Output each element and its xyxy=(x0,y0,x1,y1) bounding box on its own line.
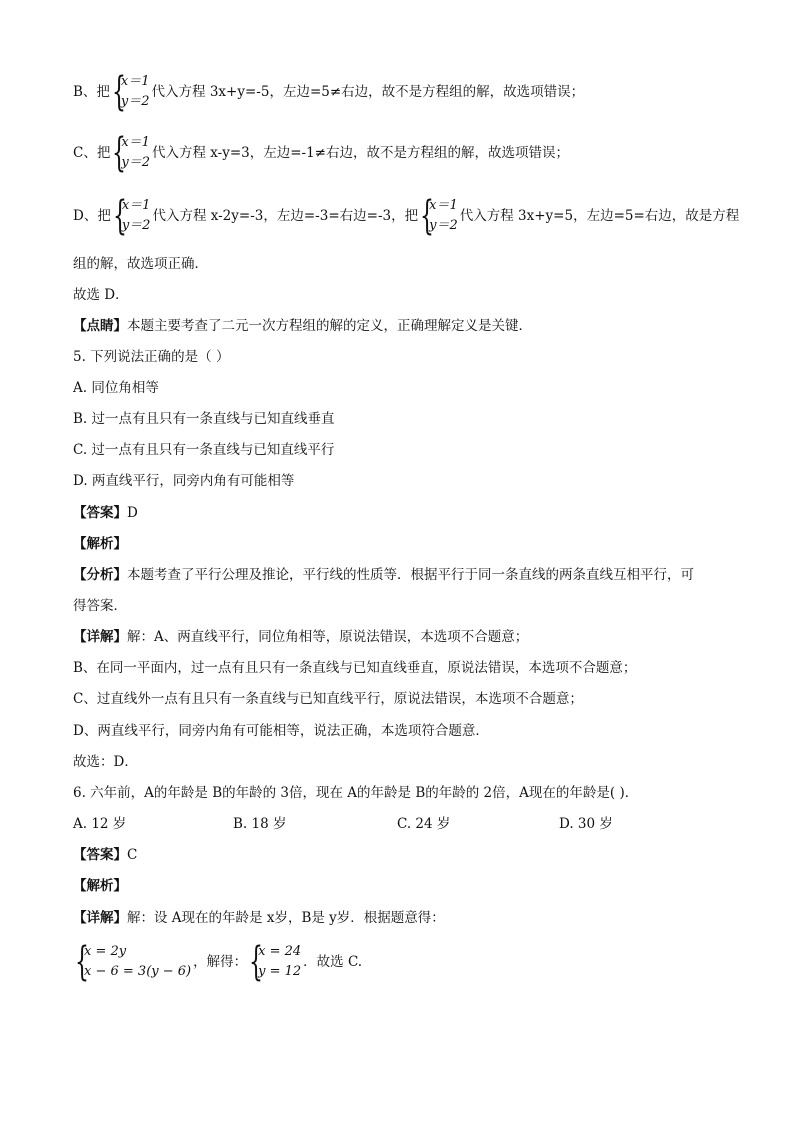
q5-option-a: A. 同位角相等 xyxy=(73,380,159,396)
option-b-prefix: B、把 xyxy=(73,84,110,100)
q5-detail-c: C、过直线外一点有且只有一条直线与已知直线平行，原说法错误，本选项不合题意； xyxy=(73,691,583,707)
equation-system: { x = 2y x − 6 = 3(y − 6) xyxy=(75,939,192,985)
q6-option-a: A. 12 岁 xyxy=(73,816,127,832)
q6-analysis-tag: 【解析】 xyxy=(73,878,127,894)
q6-options xyxy=(73,814,754,834)
q5-option-c: C. 过一点有且只有一条直线与已知直线平行 xyxy=(73,442,335,458)
equation-system: { x＝1 y＝2 xyxy=(112,130,150,176)
option-c-check: C、把 { x＝1 y＝2 代入方程 x-y=3，左边=-1≠右边，故不是方程组的解，故选项错误； xyxy=(73,130,569,176)
option-b-text: 代入方程 3x+y=-5，左边=5≠右边，故不是方程组的解，故选项错误； xyxy=(151,84,585,100)
q5-stem: 5. 下列说法正确的是（ ） xyxy=(73,349,230,365)
q6-answer: 【答案】C xyxy=(73,847,138,863)
solution-system: { x = 24 y = 12 xyxy=(249,939,302,985)
q5-analysis-tag: 【解析】 xyxy=(73,536,127,552)
q6-option-c: C. 24 岁 xyxy=(397,816,451,832)
q5-fenxi-continued: 得答案． xyxy=(73,598,127,614)
option-d-continued: 组的解，故选项正确． xyxy=(73,256,208,272)
q5-choose: 故选：D． xyxy=(73,754,138,770)
q6-solution: { x = 2y x − 6 = 3(y − 6) ，解得： { x = 24 y = 12 ．故选 C. xyxy=(75,939,363,985)
q4-comment: 【点睛】本题主要考查了二元一次方程组的解的定义，正确理解定义是关键． xyxy=(73,318,532,334)
q5-fenxi: 【分析】本题考查了平行公理及推论，平行线的性质等．根据平行于同一条直线的两条直线互相平行，可 xyxy=(73,567,694,583)
q5-detail-d: D、两直线平行，同旁内角有可能相等，说法正确，本选项符合题意． xyxy=(73,723,489,739)
q6-option-b: B. 18 岁 xyxy=(233,816,287,832)
q6-stem: 6. 六年前，A的年龄是 B的年龄的 3倍，现在 A的年龄是 B的年龄的 2倍，A现在的年龄是( )． xyxy=(73,785,639,801)
option-d-check: D、把 { x＝1 y＝2 代入方程 x-2y=-3，左边=-3=右边=-3，把 { x＝1 y＝2 代入方程 3x+y=5，左边=5=右边，故是方程 xyxy=(73,193,740,239)
option-b-check xyxy=(73,69,754,115)
equation-system: { x＝1 y＝2 xyxy=(112,193,151,239)
q5-detail-b: B、在同一平面内，过一点有且只有一条直线与已知直线垂直，原说法错误，本选项不合题意； xyxy=(73,660,637,676)
q4-choose: 故选 D． xyxy=(73,287,129,303)
equation-system: { x＝1 y＝2 xyxy=(111,69,150,115)
q5-option-b: B. 过一点有且只有一条直线与已知直线垂直 xyxy=(73,411,335,427)
q6-option-d: D. 30 岁 xyxy=(559,816,613,832)
q5-option-d: D. 两直线平行，同旁内角有可能相等 xyxy=(73,473,295,489)
equation-system: { x＝1 y＝2 xyxy=(420,193,458,239)
q5-answer: 【答案】D xyxy=(73,505,138,521)
q6-detail: 【详解】解：设 A现在的年龄是 x岁，B是 y岁．根据题意得： xyxy=(73,910,445,926)
q5-detail: 【详解】解：A、两直线平行，同位角相等，原说法错误，本选项不合题意； xyxy=(73,629,529,645)
